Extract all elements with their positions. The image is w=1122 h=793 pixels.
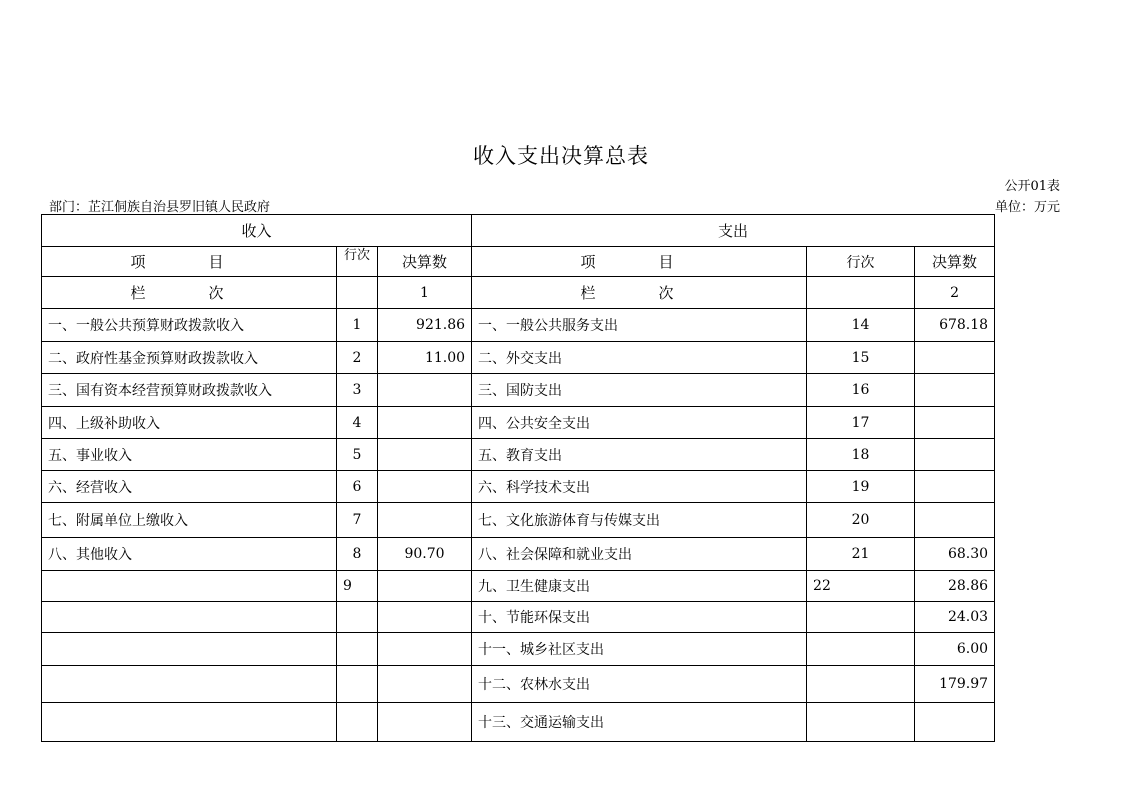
expense-item-cell: 一、一般公共服务支出 bbox=[472, 309, 807, 342]
expense-row-no-cell: 14 bbox=[807, 309, 915, 342]
expense-column-order-blank bbox=[807, 277, 915, 309]
expense-amount-cell bbox=[915, 439, 995, 471]
form-number: 公开01表 bbox=[1004, 179, 1060, 194]
income-amount-cell bbox=[378, 407, 472, 439]
income-amount-cell bbox=[378, 571, 472, 602]
expense-amount-cell: 68.30 bbox=[915, 538, 995, 571]
expense-amount-cell: 28.86 bbox=[915, 571, 995, 602]
income-column-number: 1 bbox=[378, 277, 472, 309]
income-item-cell: 八、其他收入 bbox=[42, 538, 337, 571]
expense-column-order: 栏 次 bbox=[472, 277, 807, 309]
income-row-no-cell: 2 bbox=[337, 342, 378, 374]
expense-item-cell: 十三、交通运输支出 bbox=[472, 703, 807, 742]
expense-item-cell: 七、文化旅游体育与传媒支出 bbox=[472, 503, 807, 538]
expense-row-no-cell: 18 bbox=[807, 439, 915, 471]
expense-amount-header: 决算数 bbox=[915, 247, 995, 277]
expense-column-number: 2 bbox=[915, 277, 995, 309]
income-row-no-header: 行次 bbox=[337, 247, 378, 277]
table-row bbox=[42, 602, 995, 633]
income-amount-cell bbox=[378, 633, 472, 666]
income-item-cell: 五、事业收入 bbox=[42, 439, 337, 471]
income-item-cell: 一、一般公共预算财政拨款收入 bbox=[42, 309, 337, 342]
expense-row-no-header: 行次 bbox=[807, 247, 915, 277]
income-amount-header: 决算数 bbox=[378, 247, 472, 277]
table-row bbox=[42, 439, 995, 471]
expense-amount-cell bbox=[915, 703, 995, 742]
income-amount-cell: 921.86 bbox=[378, 309, 472, 342]
table-row bbox=[42, 633, 995, 666]
income-item-cell: 二、政府性基金预算财政拨款收入 bbox=[42, 342, 337, 374]
income-amount-cell bbox=[378, 666, 472, 703]
income-amount-cell bbox=[378, 703, 472, 742]
expense-item-cell: 四、公共安全支出 bbox=[472, 407, 807, 439]
income-item-cell: 三、国有资本经营预算财政拨款收入 bbox=[42, 374, 337, 407]
income-row-no-cell: 6 bbox=[337, 471, 378, 503]
expense-row-no-cell: 22 bbox=[807, 571, 915, 602]
expense-amount-cell: 179.97 bbox=[915, 666, 995, 703]
expense-row-no-cell bbox=[807, 703, 915, 742]
expense-amount-cell bbox=[915, 471, 995, 503]
income-row-no-cell bbox=[337, 633, 378, 666]
table-row bbox=[42, 703, 995, 742]
income-item-cell: 六、经营收入 bbox=[42, 471, 337, 503]
table-row bbox=[42, 309, 995, 342]
expense-amount-cell: 6.00 bbox=[915, 633, 995, 666]
table-row bbox=[42, 666, 995, 703]
table-row bbox=[42, 374, 995, 407]
income-column-order-blank bbox=[337, 277, 378, 309]
expense-item-cell: 九、卫生健康支出 bbox=[472, 571, 807, 602]
income-row-no-cell: 5 bbox=[337, 439, 378, 471]
income-item-cell bbox=[42, 703, 337, 742]
table-row bbox=[42, 471, 995, 503]
expense-header: 支出 bbox=[472, 215, 995, 247]
income-row-no-cell bbox=[337, 666, 378, 703]
expense-item-cell: 十二、农林水支出 bbox=[472, 666, 807, 703]
income-item-cell bbox=[42, 633, 337, 666]
table-row bbox=[42, 538, 995, 571]
expense-item-cell: 八、社会保障和就业支出 bbox=[472, 538, 807, 571]
income-row-no-cell: 1 bbox=[337, 309, 378, 342]
expense-row-no-cell bbox=[807, 633, 915, 666]
expense-item-cell: 十、节能环保支出 bbox=[472, 602, 807, 633]
income-amount-cell bbox=[378, 439, 472, 471]
table-row bbox=[42, 571, 995, 602]
income-item-header: 项 目 bbox=[42, 247, 337, 277]
expense-row-no-cell: 20 bbox=[807, 503, 915, 538]
expense-row-no-cell: 21 bbox=[807, 538, 915, 571]
table-row bbox=[42, 342, 995, 374]
income-expense-table bbox=[41, 214, 995, 742]
expense-item-header: 项 目 bbox=[472, 247, 807, 277]
income-row-no-cell bbox=[337, 703, 378, 742]
expense-amount-cell bbox=[915, 374, 995, 407]
income-row-no-cell: 3 bbox=[337, 374, 378, 407]
income-amount-cell bbox=[378, 602, 472, 633]
income-item-cell bbox=[42, 571, 337, 602]
expense-item-cell: 六、科学技术支出 bbox=[472, 471, 807, 503]
page-title: 收入支出决算总表 bbox=[473, 144, 649, 168]
expense-item-cell: 二、外交支出 bbox=[472, 342, 807, 374]
expense-row-no-cell: 19 bbox=[807, 471, 915, 503]
income-row-no-cell: 8 bbox=[337, 538, 378, 571]
income-amount-cell: 11.00 bbox=[378, 342, 472, 374]
expense-amount-cell bbox=[915, 503, 995, 538]
expense-row-no-cell bbox=[807, 666, 915, 703]
expense-amount-cell: 24.03 bbox=[915, 602, 995, 633]
table-row bbox=[42, 503, 995, 538]
income-column-order: 栏 次 bbox=[42, 277, 337, 309]
income-amount-cell: 90.70 bbox=[378, 538, 472, 571]
income-item-cell: 四、上级补助收入 bbox=[42, 407, 337, 439]
expense-amount-cell bbox=[915, 407, 995, 439]
income-item-cell: 七、附属单位上缴收入 bbox=[42, 503, 337, 538]
expense-row-no-cell bbox=[807, 602, 915, 633]
income-row-no-cell: 4 bbox=[337, 407, 378, 439]
unit-label: 单位：万元 bbox=[994, 200, 1060, 215]
expense-amount-cell: 678.18 bbox=[915, 309, 995, 342]
expense-row-no-cell: 15 bbox=[807, 342, 915, 374]
income-amount-cell bbox=[378, 471, 472, 503]
expense-item-cell: 三、国防支出 bbox=[472, 374, 807, 407]
income-item-cell bbox=[42, 602, 337, 633]
expense-item-cell: 五、教育支出 bbox=[472, 439, 807, 471]
expense-amount-cell bbox=[915, 342, 995, 374]
income-item-cell bbox=[42, 666, 337, 703]
income-row-no-cell: 7 bbox=[337, 503, 378, 538]
income-row-no-cell: 9 bbox=[337, 571, 378, 602]
expense-item-cell: 十一、城乡社区支出 bbox=[472, 633, 807, 666]
expense-row-no-cell: 16 bbox=[807, 374, 915, 407]
income-row-no-cell bbox=[337, 602, 378, 633]
income-amount-cell bbox=[378, 503, 472, 538]
income-amount-cell bbox=[378, 374, 472, 407]
expense-row-no-cell: 17 bbox=[807, 407, 915, 439]
income-header: 收入 bbox=[42, 215, 472, 247]
department-label: 部门：芷江侗族自治县罗旧镇人民政府 bbox=[49, 200, 271, 215]
table-row bbox=[42, 407, 995, 439]
